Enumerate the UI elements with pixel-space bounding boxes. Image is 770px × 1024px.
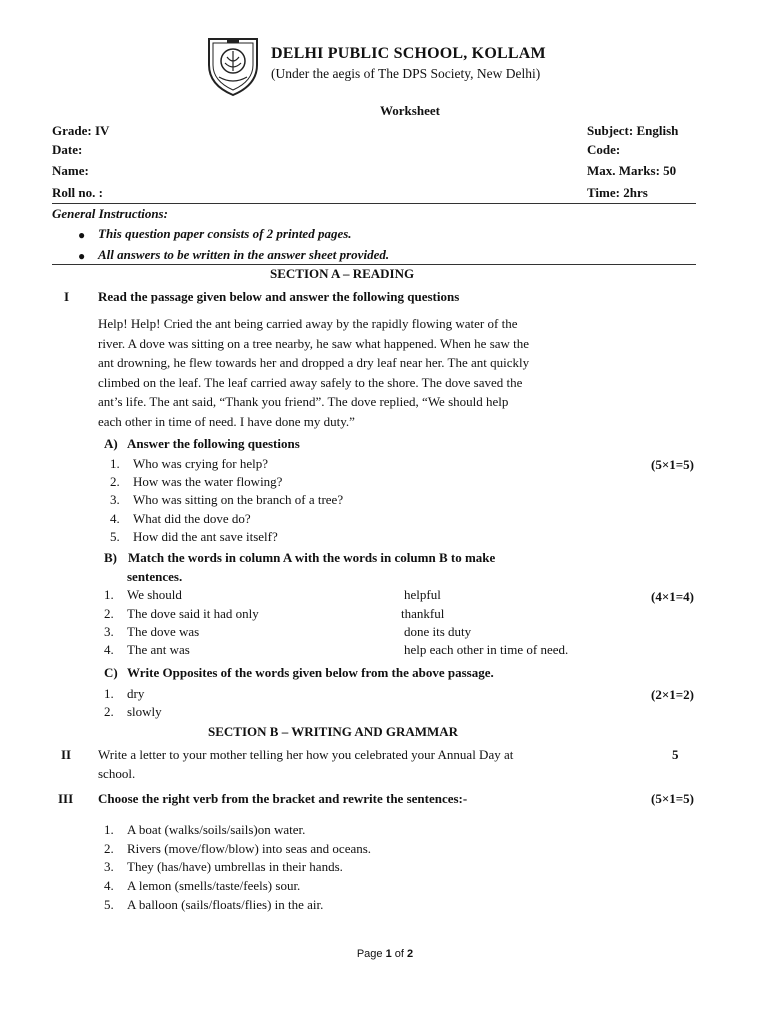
list-item: How did the ant save itself? <box>133 529 278 544</box>
question-marks: (5×1=5) <box>651 791 694 806</box>
passage-line: ant drowning, he flew towards her and dropped a dry leaf near her. The ant quickly <box>98 355 530 370</box>
bullet-icon: ● <box>78 228 86 242</box>
passage-line: climbed on the leaf. The leaf carried away safely to the shore. The dove saved the <box>98 374 523 390</box>
name-label: Name: <box>52 163 89 178</box>
part-b-marks: (4×1=4) <box>651 589 694 604</box>
date-label: Date: <box>52 142 83 157</box>
question-marks: 5 <box>672 747 679 762</box>
list-item: A boat (walks/soils/sails)on water. <box>127 822 306 837</box>
item-number: 5. <box>104 897 114 912</box>
max-marks-label: Max. Marks: 50 <box>587 163 677 178</box>
list-item: dry <box>127 686 145 701</box>
code-label: Code: <box>587 142 621 157</box>
item-number: 3. <box>110 492 120 507</box>
list-item: What did the dove do? <box>133 511 251 526</box>
column-a-item: The dove said it had only <box>127 606 259 621</box>
list-item: A lemon (smells/taste/feels) sour. <box>127 878 301 893</box>
item-number: 2. <box>104 704 114 719</box>
item-number: 5. <box>110 529 120 544</box>
column-a-item: We should <box>127 587 182 602</box>
column-b-item: thankful <box>401 606 445 621</box>
grade-label: Grade: IV <box>52 123 110 138</box>
item-number: 2. <box>104 606 114 621</box>
part-a-marks: (5×1=5) <box>651 457 694 472</box>
item-number: 1. <box>110 456 120 471</box>
page-total: 2 <box>407 948 414 960</box>
list-item: Who was sitting on the branch of a tree? <box>133 492 344 507</box>
item-number: 2. <box>104 841 114 856</box>
time-label: Time: 2hrs <box>587 185 648 200</box>
item-number: 1. <box>104 686 114 701</box>
passage-line: each other in time of need. I have done my duty.” <box>98 413 355 429</box>
question-text-cont: school. <box>98 766 136 781</box>
column-a-item: The ant was <box>127 642 190 657</box>
list-item: How was the water flowing? <box>133 474 283 489</box>
list-item: A balloon (sails/floats/flies) in the air. <box>127 897 324 912</box>
divider <box>52 264 696 265</box>
school-affiliation: (Under the aegis of The DPS Society, New Delhi) <box>271 66 541 81</box>
item-number: 4. <box>104 642 114 657</box>
item-number: 1. <box>104 587 114 602</box>
reading-passage <box>98 314 618 431</box>
part-b-title-cont: sentences. <box>127 569 183 584</box>
instructions-title: General Instructions: <box>52 206 168 221</box>
divider <box>52 203 696 204</box>
column-a-item: The dove was <box>127 624 200 639</box>
part-b-title: Match the words in column A with the words in column B to make <box>128 550 496 565</box>
question-text: Choose the right verb from the bracket and rewrite the sentences:- <box>98 791 468 806</box>
subject-label: Subject: English <box>587 123 679 138</box>
list-item: They (has/have) umbrellas in their hands. <box>127 859 343 874</box>
page-footer <box>0 948 770 960</box>
item-number: 2. <box>110 474 120 489</box>
list-item: slowly <box>127 704 162 719</box>
section-b-title: SECTION B – WRITING AND GRAMMAR <box>208 724 459 739</box>
item-number: 4. <box>104 878 114 893</box>
part-c-marks: (2×1=2) <box>651 687 694 702</box>
bullet-icon: ● <box>78 249 86 263</box>
passage-line: Help! Help! Cried the ant being carried away by the rapidly flowing water of the <box>98 316 518 331</box>
question-number: I <box>64 289 70 304</box>
part-a-title: Answer the following questions <box>127 436 300 451</box>
school-name: DELHI PUBLIC SCHOOL, KOLLAM <box>271 45 546 62</box>
section-a-title: SECTION A – READING <box>270 266 415 281</box>
passage-line: ant’s life. The ant said, “Thank you friend”. The dove replied, “We should help <box>98 394 509 409</box>
page-mid: of <box>391 948 408 960</box>
part-b-label: B) <box>104 550 117 565</box>
item-number: 4. <box>110 511 120 526</box>
instruction-item: All answers to be written in the answer sheet provided. <box>98 247 390 262</box>
part-a-label: A) <box>104 436 118 451</box>
item-number: 1. <box>104 822 114 837</box>
column-b-item: help each other in time of need. <box>404 642 569 657</box>
list-item: Who was crying for help? <box>133 456 269 471</box>
instruction-item: This question paper consists of 2 printed pages. <box>98 226 352 241</box>
passage-line: river. A dove was sitting on a tree nearby, he saw what happened. When he saw the <box>98 335 530 351</box>
question-text: Write a letter to your mother telling her how you celebrated your Annual Day at <box>98 747 514 762</box>
school-crest-logo <box>203 35 263 97</box>
document-type: Worksheet <box>380 103 440 118</box>
question-number: II <box>61 747 72 762</box>
column-b-item: done its duty <box>404 624 472 639</box>
page-number: 1 <box>385 948 392 960</box>
question-text: Read the passage given below and answer the following questions <box>98 289 460 304</box>
part-c-label: C) <box>104 665 118 680</box>
page-prefix: Page <box>356 948 386 960</box>
item-number: 3. <box>104 624 114 639</box>
roll-label: Roll no. : <box>52 185 103 200</box>
list-item: Rivers (move/flow/blow) into seas and oceans. <box>127 841 372 856</box>
item-number: 3. <box>104 859 114 874</box>
part-c-title: Write Opposites of the words given below from the above passage. <box>127 665 494 680</box>
question-number: III <box>58 791 74 806</box>
column-b-item: helpful <box>404 587 441 602</box>
